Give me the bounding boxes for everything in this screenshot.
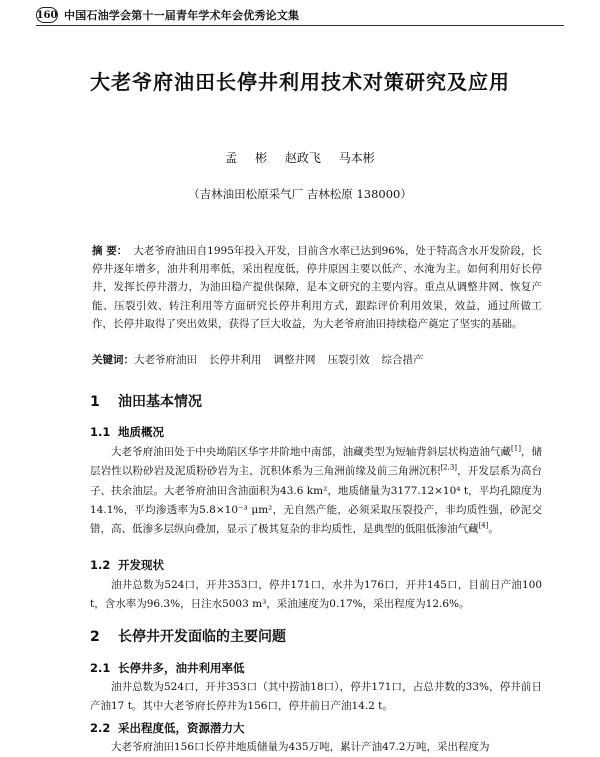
- abstract-text: 大老爷府油田自1995年投入开发，目前含水率已达到96%，处于特高含水开发阶段，长停井逐年增多，油井利用率低，采出程度低，停井原因主要以低产、水淹为主。如何利用好长停井，发挥长停井潜力，为油田稳产提供保障，是本文研究的主要内容。重点从调整井网、恢复产能、压裂引效、转注利用等方面研究长停井利用方式，跟踪评价利用效果，效益，通过所做工作，长停井取得了突出效果，获得了巨大收益，为大老爷府油田持续稳产奠定了坚实的基础。: [92, 245, 543, 330]
- section-title: 油田基本情况: [118, 394, 202, 410]
- text-run: 大老爷府油田处于中央坳陷区华字井阶地中南部，油藏类型为短轴背斜层状构造油气藏: [111, 446, 512, 458]
- section-number: 1: [90, 394, 100, 410]
- subsection-heading: [90, 660, 245, 676]
- subsection-heading: [90, 720, 245, 736]
- paragraph-status: 油井总数为524口，开井353口，停井171口，水井为176口，开井145口，目前日产油100 t，含水率为96.3%，日注水5003 m³，采油速度为0.17%，采出程度为12.6%。: [90, 579, 542, 611]
- keyword: 调整井网: [273, 354, 316, 366]
- series-title: 中国石油学会第十一届青年学术年会优秀论文集: [64, 9, 300, 22]
- header-rule: [36, 25, 564, 26]
- abstract: [92, 242, 542, 333]
- subsection-title: 长停井多，油井利用率低: [118, 661, 245, 675]
- keyword: 大老爷府油田: [134, 354, 197, 366]
- section-number: 2: [90, 629, 100, 645]
- citation: [1]: [511, 444, 521, 453]
- subsection-number: 1.2: [90, 558, 111, 572]
- section-heading: [90, 391, 202, 411]
- keyword: 综合措产: [381, 354, 424, 366]
- keyword: 长停井利用: [209, 354, 262, 366]
- keyword: 压裂引效: [327, 354, 370, 366]
- section-title: 长停井开发面临的主要问题: [118, 629, 286, 645]
- paragraph-recovery: 大老爷府油田156口长停井地质储量为435万吨，累计产油47.2万吨，采出程度为: [111, 741, 490, 753]
- subsection-number: 1.1: [90, 425, 111, 439]
- keywords-label: 关键词：: [92, 354, 134, 366]
- text-run: ，开发层系为高台子、扶余油层。大老爷府油田含油面积为43.6 km²，地质储量为3177.12×10⁴ t，平均孔隙度为14.1%，平均渗透率为5.8×10⁻³ μm²，无自然产能，必须采取压裂投产，非均质性强，砂泥交错，高、低渗多层纵向叠加，显示了极其复杂的非均质性，是典型的低阻低渗油气藏: [90, 465, 543, 536]
- paper-authors: 孟 彬 赵政飞 马本彬: [225, 151, 375, 165]
- paragraph-geology: [90, 443, 542, 539]
- paper-title: 大老爷府油田长停井利用技术对策研究及应用: [90, 70, 510, 94]
- citation: [2,3]: [440, 463, 458, 472]
- paragraph-issue: 油井总数为524口，开井353口（其中捞油18口），停井171口，占总井数的33%，停井前日产油17 t。其中大老爷府长停井为156口，停井前日产油14.2 t。: [90, 681, 542, 713]
- abstract-label: 摘 要：: [92, 245, 128, 257]
- text-run: 。: [488, 523, 499, 536]
- text-run: ，储层岩性以粉砂岩及泥质粉砂岩为主，沉积体系为三角洲前缘及前三角洲沉积: [90, 446, 543, 478]
- running-header: [36, 6, 299, 24]
- section-heading: [90, 626, 286, 646]
- subsection-heading: [90, 557, 164, 573]
- subsection-title: 地质概况: [118, 425, 164, 439]
- citation: [4]: [478, 521, 489, 530]
- subsection-number: 2.2: [90, 721, 111, 735]
- page-number: 160: [36, 7, 58, 23]
- keywords: [92, 351, 542, 369]
- subsection-title: 开发现状: [118, 558, 164, 572]
- subsection-number: 2.1: [90, 661, 111, 675]
- subsection-title: 采出程度低，资源潜力大: [118, 721, 245, 735]
- subsection-heading: [90, 424, 164, 440]
- paper-affiliation: （吉林油田松原采气厂 吉林松原 138000）: [188, 187, 412, 201]
